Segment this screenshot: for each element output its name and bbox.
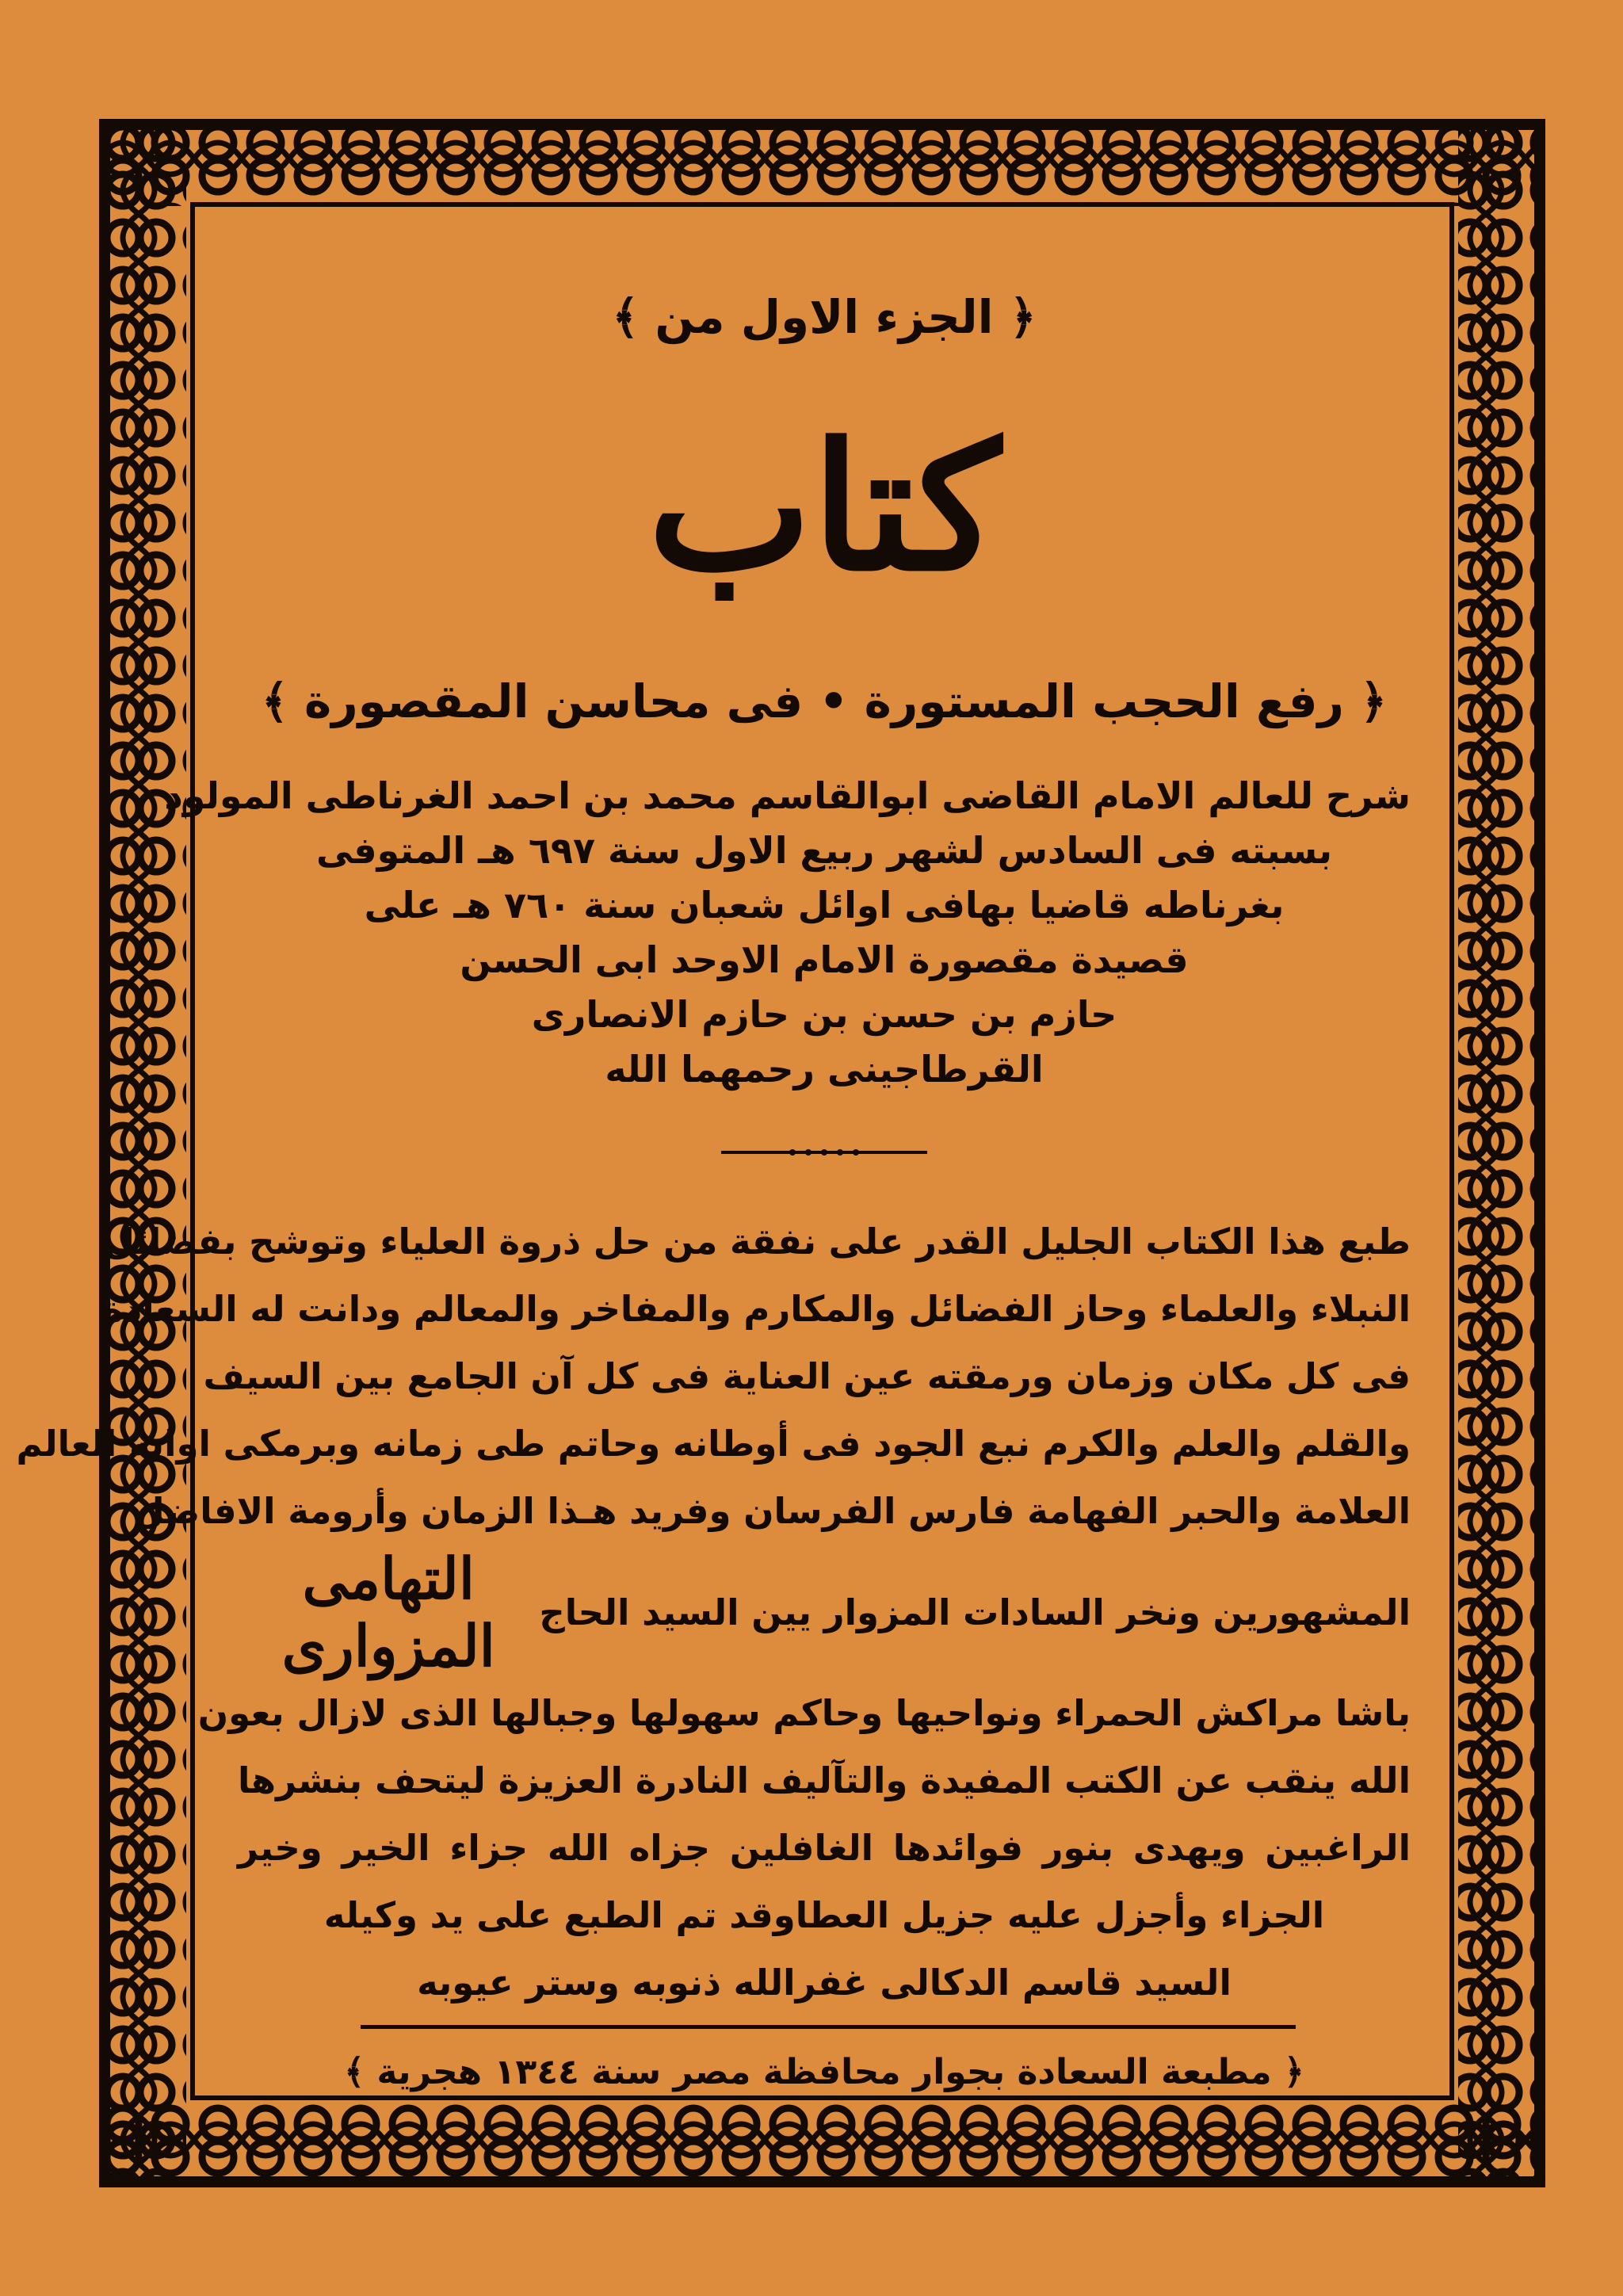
body-line: فى كل مكان وزمان ورمقته عين العناية فى كل آن الجامع بين السيف <box>203 1355 1411 1397</box>
description-line: حازم بن حسن بن حازم الانصارى <box>531 993 1117 1036</box>
seal-line-text: المشهورين ونخر السادات المزوار يين السيد الحاج <box>539 1591 1411 1633</box>
body-line: الجزاء وأجزل عليه جزيل العطاوقد تم الطبع على يد وكيله <box>323 1894 1325 1936</box>
body-line: النبلاء والعلماء وحاز الفضائل والمكارم والمفاخر والمعالم ودانت له السعادة <box>102 1288 1411 1330</box>
body-line: السيد قاسم الدكالى غفرالله ذنوبه وستر عيوبه <box>417 1962 1232 2004</box>
calligraphic-name-seal: التهامى المزوارى <box>281 1545 495 1679</box>
dedication-text <box>16 1208 1411 1545</box>
footer-rule <box>361 2025 1296 2029</box>
description-line: القرطاجينى رحمهما الله <box>605 1048 1044 1091</box>
description-line: بغرناطه قاضيا بهافى اوائل شعبان سنة ٧٦٠ هـ على <box>364 884 1285 926</box>
description-line: بسبته فى السادس لشهر ربيع الاول سنة ٦٩٧ هـ المتوفى <box>316 829 1332 872</box>
body-line: طبع هذا الكتاب الجليل القدر على نفقة من حل ذروة العلياء وتوشح بفضائل <box>103 1221 1411 1263</box>
body-line: الراغبين ويهدى بنور فوائدها الغافلين جزاه الله جزاء الخير وخير <box>238 1827 1411 1869</box>
description-line: قصيدة مقصورة الامام الاوحد ابى الحسن <box>460 938 1189 981</box>
book-title: كتاب <box>647 404 1001 609</box>
section-divider <box>238 1129 1411 1176</box>
printer-imprint: ﴿ مطبعة السعادة بجوار محافظة مصر سنة ١٣٤٤ هجرية ﴾ <box>344 2052 1304 2092</box>
part-label: ﴿ الجزء الاول من ﴾ <box>612 290 1037 344</box>
description-line: شرح للعالم الامام القاضى ابوالقاسم محمد بن احمد الغرناطى المولود <box>164 774 1411 817</box>
book-subtitle: ﴿ رفع الحجب المستورة • فى محاسن المقصورة ﴾ <box>261 674 1388 728</box>
body-line: الله ينقب عن الكتب المفيدة والتآليف النادرة العزيزة ليتحف بنشرها <box>238 1759 1411 1801</box>
seal-line <box>238 1545 1411 1679</box>
body-line: باشا مراكش الحمراء ونواحيها وحاكم سهولها وجبالها الذى لازال بعون <box>197 1692 1411 1734</box>
body-line: والقلم والعلم والكرم نبع الجود فى أوطانه وحاتم طى زمانه وبرمكى اوانه العالم <box>16 1423 1411 1465</box>
page-content <box>16 254 1411 2016</box>
body-line: العلامة والحبر الفهامة فارس الفرسان وفريد هـذا الزمان وأرومة الافاضل <box>133 1490 1411 1532</box>
dedication-text-tail <box>197 1679 1411 2016</box>
divider-ornament-icon <box>721 1144 927 1160</box>
